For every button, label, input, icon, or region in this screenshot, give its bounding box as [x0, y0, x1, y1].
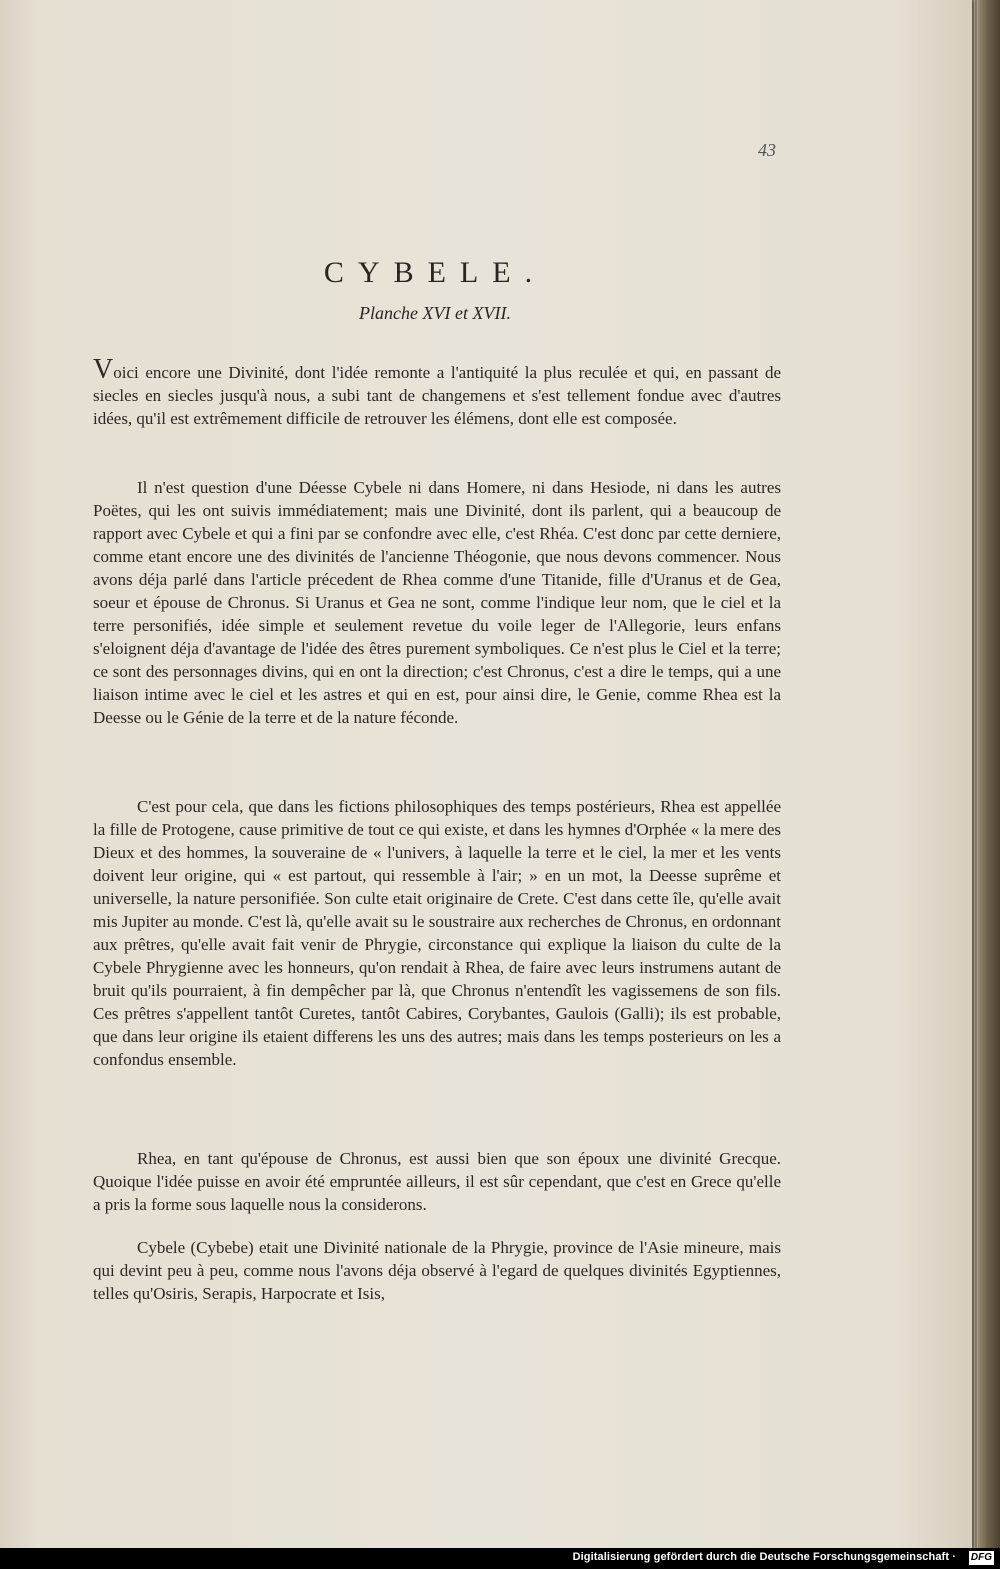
- body-paragraph-4: [93, 1147, 781, 1216]
- paragraph-text: Cybele (Cybebe) etait une Divinité nationale de la Phrygie, province de l'Asie mineure, mais qui devint peu à peu, comme nous l'avons déja observé à l'egard de quelques divinités Egyptiennes, telles qu'Osiris, Serapis, Harpocrate et Isis,: [93, 1238, 781, 1303]
- dfg-logo: DFG: [970, 1552, 992, 1563]
- paragraph-text: C'est pour cela, que dans les fictions philosophiques des temps postérieurs, Rhea est appellée la fille de Protogene, cause primitive de tout ce qui existe, et dans les hymnes d'Orphée « la mere des Dieux et des hommes, la souveraine de « l'univers, à laquelle la terre et le ciel, la mer et les vents doivent leur origine, qui « est partout, qui ressemble à l'air; » en un mot, la Deesse suprême et universelle, la nature personifiée. Son culte etait originaire de Crete. C'est dans cette île, qu'elle avait mis Jupiter au monde. C'est là, qu'elle avait su le soustraire aux recherches de Chronus, en ordonnant aux prêtres, qu'elle avait fait venir de Phrygie, circonstance qui explique la liaison du culte de la Cybele Phrygienne avec les honneurs, qu'on rendait à Rhea, de faire avec leurs instrumens autant de bruit qu'ils pourraient, à fin dempêcher par là, que Chronus n'entendît les vagissemens de son fils. Ces prêtres s'appellent tantôt Curetes, tantôt Cabires, Corybantes, Gaulois (Galli); ils est probable, que dans leur origine ils etaient differens les uns des autres; mais dans les temps posterieurs on les a confondus ensemble.: [93, 797, 781, 1069]
- paragraph-text: oici encore une Divinité, dont l'idée remonte a l'antiquité la plus reculée et qui, en passant de siecles en siecles jusqu'à nous, a subi tant de changemens et s'est tellement fondue avec d'autres idées, qu'il est extrêmement difficile de retrouver les élémens, dont elle est composée.: [93, 363, 781, 428]
- body-paragraph-5: [93, 1236, 781, 1305]
- drop-cap: V: [93, 354, 114, 385]
- page-number: 43: [758, 140, 776, 160]
- body-paragraph-1: [93, 354, 781, 430]
- paragraph-text: Rhea, en tant qu'épouse de Chronus, est aussi bien que son époux une divinité Grecque. Quoique l'idée puisse en avoir été empruntée ailleurs, il est sûr cependant, que c'est en Grece qu'elle a pris la forme sous laquelle nous la considerons.: [93, 1149, 781, 1214]
- digitization-credit: Digitalisierung gefördert durch die Deutsche Forschungsgemeinschaft ·: [572, 1551, 956, 1563]
- page-subtitle: Planche XVI et XVII.: [359, 303, 511, 323]
- body-paragraph-3: [93, 795, 781, 1071]
- page-title: CYBELE.: [323, 256, 547, 289]
- body-paragraph-2: [93, 476, 781, 729]
- paragraph-text: Il n'est question d'une Déesse Cybele ni dans Homere, ni dans Hesiode, ni dans les autres Poëtes, qui les ont suivis immédiatement; mais une Divinité, dont ils parlent, qui a beaucoup de rapport avec Cybele et qui a fini par se confondre avec elle, c'est Rhéa. C'est donc par cette derniere, comme etant encore une des divinités de l'ancienne Théogonie, que nous devons commencer. Nous avons déja parlé dans l'article précedent de Rhea comme d'une Titanide, fille d'Uranus et de Gea, soeur et épouse de Chronus. Si Uranus et Gea ne sont, comme l'indique leur nom, que le ciel et la terre personifiés, idée simple et seulement revetue du voile leger de l'Allegorie, leurs enfans s'eloignent déja d'avantage de l'idée des êtres purement symboliques. Ce n'est plus le Ciel et la terre; ce sont des personnages divins, qui en ont la direction; c'est Chronus, c'est a dire le temps, qui a une liaison intime avec le ciel et les astres et qui en est, pour ainsi dire, le Genie, comme Rhea est la Deesse ou le Génie de la terre et de la nature féconde.: [93, 478, 781, 727]
